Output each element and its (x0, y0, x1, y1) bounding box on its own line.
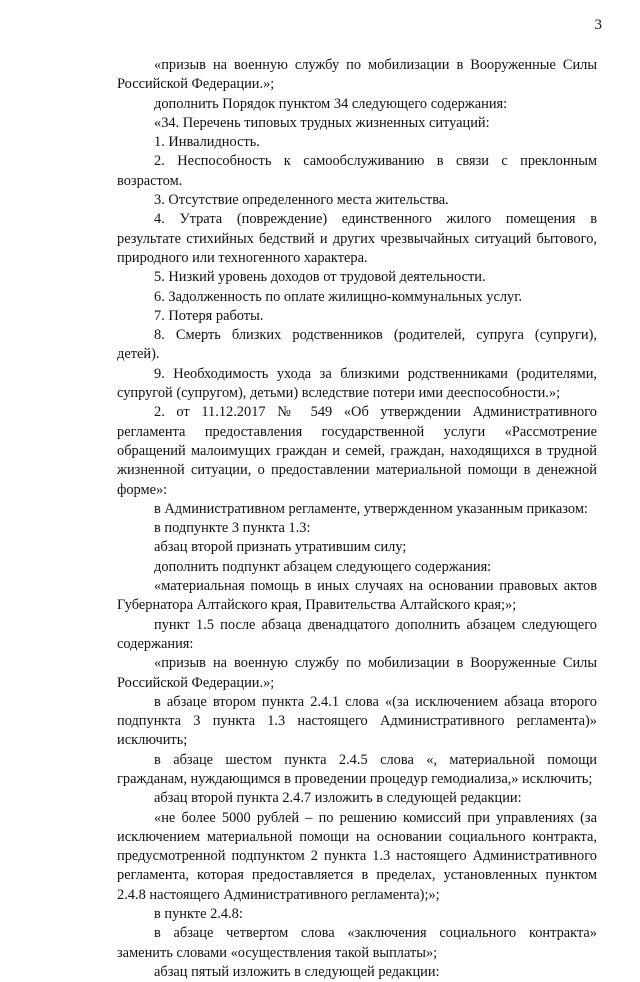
paragraph: 1. Инвалидность. (154, 134, 260, 151)
paragraph: 5. Низкий уровень доходов от трудовой деятельности. (154, 269, 486, 286)
paragraph: в абзаце втором пункта 2.4.1 слова «(за исключением абзаца второго подпункта 3 пункта 1.3 настоящего Административного регламента)» исключить; (117, 693, 597, 749)
paragraph: «34. Перечень типовых трудных жизненных ситуаций: (154, 114, 490, 131)
paragraph: 8. Смерть близких родственников (родителей, супруга (супруги), детей). (117, 327, 597, 363)
page-number: 3 (594, 17, 602, 33)
paragraph: в подпункте 3 пункта 1.3: (154, 520, 311, 537)
paragraph: абзац второй признать утратившим силу; (154, 539, 407, 556)
paragraph: 3. Отсутствие определенного места жительства. (154, 192, 449, 209)
paragraph: «призыв на военную службу по мобилизации в Вооруженные Силы Российской Федерации.»; (117, 57, 597, 93)
paragraph: 7. Потеря работы. (154, 307, 264, 324)
paragraph: 4. Утрата (повреждение) единственного жилого помещения в результате стихийных бедствий и других чрезвычайных ситуаций бытового, природного или техногенного характера. (117, 211, 597, 266)
paragraph: абзац пятый изложить в следующей редакции: (154, 963, 440, 980)
paragraph: 9. Необходимость ухода за близкими родственниками (родителями, супругой (супругом), детьми) вследствие потери ими дееспособности.»; (117, 365, 597, 402)
paragraph: 2. Неспособность к самообслуживанию в связи с преклонным возрастом. (117, 153, 597, 189)
paragraph: абзац второй пункта 2.4.7 изложить в следующей редакции: (154, 790, 522, 807)
document-body (117, 56, 597, 982)
paragraph: дополнить Порядок пунктом 34 следующего содержания: (154, 95, 508, 112)
paragraph: в абзаце четвертом слова «заключения социального контракта» заменить словами «осуществления такой выплаты»; (117, 925, 597, 961)
paragraph: в пункте 2.4.8: (154, 906, 243, 923)
paragraph: пункт 1.5 после абзаца двенадцатого дополнить абзацем следующего содержания: (117, 616, 597, 652)
paragraph: 6. Задолженность по оплате жилищно-коммунальных услуг. (154, 288, 523, 305)
paragraph: «материальная помощь в иных случаях на основании правовых актов Губернатора Алтайского края, Правительства Алтайского края;»; (117, 578, 597, 614)
paragraph: 2. от 11.12.2017 № 549 «Об утверждении Административного регламента предоставления государственной услуги «Рассмотрение обращений малоимущих граждан и семей, граждан, находящихся в трудной жизненной ситуации, о предоставлении материальной помощи в денежной форме»: (117, 404, 597, 498)
paragraph: дополнить подпункт абзацем следующего содержания: (154, 558, 492, 575)
paragraph: в абзаце шестом пункта 2.4.5 слова «, материальной помощи гражданам, нуждающимся в проведении процедур гемодиализа,» исключить; (117, 751, 597, 787)
paragraph: в Административном регламенте, утвержденном указанным приказом: (154, 500, 588, 517)
paragraph: «не более 5000 рублей – по решению комиссий при управлениях (за исключением материальной помощи на основании социального контракта, предусмотренной подпунктом 2 пункта 1.3 настоящего Административного регламента, которая предоставляется в пределах, установленных пунктом 2.4.8 настоящего Административного регламента);»; (117, 809, 597, 903)
paragraph: «призыв на военную службу по мобилизации в Вооруженные Силы Российской Федерации.»; (117, 655, 597, 691)
